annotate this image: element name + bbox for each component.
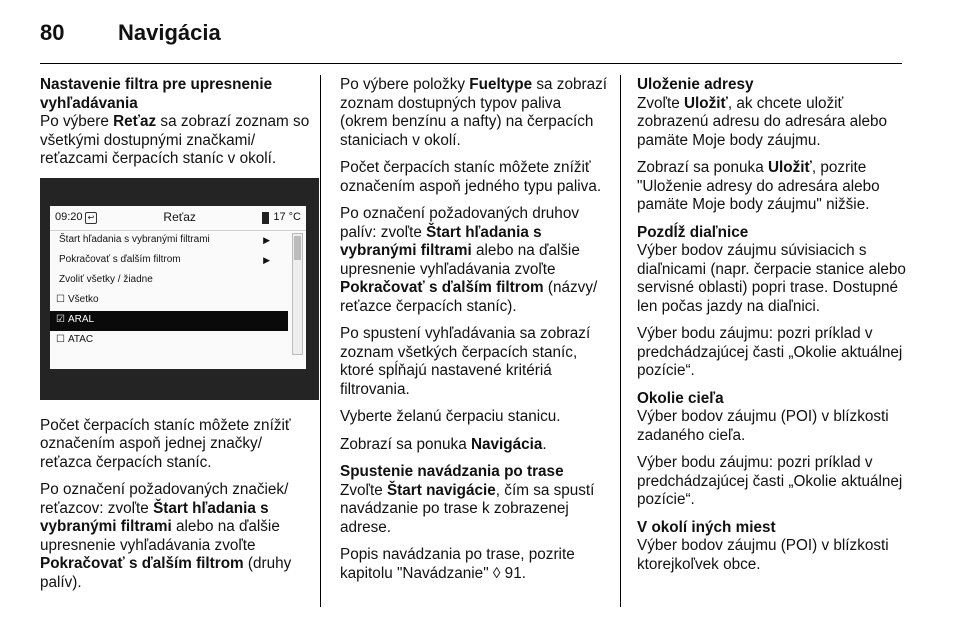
paragraph: Zvoľte Uložiť, ak chcete uložiť zobrazenú adresu do adresára alebo pamäte Moje body záujmu. bbox=[637, 94, 888, 149]
menu-item-label: ARAL bbox=[67, 314, 95, 326]
paragraph: Po spustení vyhľadávania sa zobrazí zoznam všetkých čerpacích staníc, ktoré spĺňajú nastavené kritériá filtrovania. bbox=[340, 325, 591, 398]
menu-item-label: Pokračovať s ďalším filtrom bbox=[59, 254, 181, 266]
section-heading: Okolie cieľa bbox=[637, 389, 724, 407]
paragraph: Výber bodov záujmu súvisiacich s diaľnicami (napr. čerpacie stanice alebo servisné oblasti) popri trase. Dostupné len počas jazdy na diaľnici. bbox=[637, 242, 906, 315]
column-3 bbox=[637, 76, 912, 583]
paragraph: Výber bodov záujmu (POI) v blízkosti zadaného cieľa. bbox=[637, 408, 889, 444]
paragraph: Zobrazí sa ponuka Uložiť, pozrite "Uloženie adresy do adresára alebo pamäte Moje body záujmu" nižšie. bbox=[637, 159, 880, 213]
menu-list bbox=[50, 231, 306, 351]
section-heading: Spustenie navádzania po trase bbox=[340, 463, 564, 480]
arrow-right-icon: ▶ bbox=[263, 235, 270, 246]
temperature: 17 °C bbox=[273, 211, 301, 224]
screen-title: Reťaz bbox=[163, 210, 196, 225]
paragraph: Po výbere položky Fueltype sa zobrazí zoznam dostupných typov paliva (okrem benzínu a nafty) na čerpacích staniciach v okolí. bbox=[340, 76, 607, 149]
paragraph: Výber bodov záujmu (POI) v blízkosti ktorejkoľvek obce. bbox=[637, 537, 889, 573]
clock: 09:20 bbox=[55, 211, 83, 224]
menu-item-label: Všetko bbox=[67, 294, 99, 306]
menu-item-label: Štart hľadania s vybranými filtrami bbox=[59, 234, 210, 246]
menu-item-label: Zvoliť všetky / žiadne bbox=[59, 274, 153, 286]
paragraph: Popis navádzania po trase, pozrite kapitolu "Navádzanie" ◊ 91. bbox=[340, 546, 575, 582]
menu-item bbox=[50, 231, 290, 251]
screenshot-figure bbox=[40, 178, 319, 400]
display-screen bbox=[50, 206, 306, 369]
checkbox-icon: ☐ bbox=[56, 334, 65, 346]
section-heading: Uloženie adresy bbox=[637, 76, 754, 93]
paragraph: Zobrazí sa ponuka Navigácia. bbox=[340, 435, 547, 453]
paragraph: Po výbere Reťaz sa zobrazí zoznam so všetkými dostupnými značkami/ reťazcami čerpacích staníc v okolí. bbox=[40, 113, 310, 167]
column-2 bbox=[340, 76, 612, 592]
phone-icon bbox=[262, 212, 269, 224]
menu-item-label: ATAC bbox=[67, 334, 94, 346]
menu-item bbox=[50, 251, 290, 271]
column-divider bbox=[320, 75, 321, 607]
paragraph: Počet čerpacích staníc môžete znížiť označením aspoň jednej značky/ reťazca čerpacích staníc. bbox=[40, 416, 291, 471]
section-heading: Nastavenie filtra pre upresnenie vyhľadávania bbox=[40, 76, 273, 112]
paragraph: Počet čerpacích staníc môžete znížiť označením aspoň jedného typu paliva. bbox=[340, 159, 602, 195]
menu-item bbox=[50, 331, 290, 351]
section-heading: Pozdĺž diaľnice bbox=[637, 223, 749, 241]
menu-item bbox=[50, 291, 290, 311]
checkbox-icon: ☐ bbox=[56, 294, 65, 306]
paragraph: Výber bodu záujmu: pozri príklad v predchádzajúcej časti „Okolie aktuálnej pozície“. bbox=[637, 454, 903, 508]
column-divider bbox=[620, 75, 621, 607]
back-icon: ↩ bbox=[85, 212, 97, 224]
menu-item-selected bbox=[50, 311, 288, 331]
checkbox-checked-icon: ☑ bbox=[56, 314, 65, 326]
page-title: Navigácia bbox=[118, 20, 221, 45]
page-number: 80 bbox=[40, 20, 65, 45]
paragraph: Zvoľte Štart navigácie, čím sa spustí navádzanie po trase k zobrazenej adrese. bbox=[340, 481, 595, 536]
column-1 bbox=[40, 76, 312, 601]
scrollbar bbox=[292, 233, 303, 355]
section-heading: V okolí iných miest bbox=[637, 518, 776, 536]
arrow-right-icon: ▶ bbox=[263, 255, 270, 266]
header-rule bbox=[40, 63, 902, 64]
paragraph: Po označení požadovaných druhov palív: zvoľte Štart hľadania s vybranými filtrami alebo na ďalšie upresnenie vyhľadávania zvoľte Pokračovať s ďalším filtrom (názvy/ reťazce čerpacích staníc). bbox=[340, 205, 598, 315]
menu-item bbox=[50, 271, 290, 291]
paragraph: Vyberte želanú čerpaciu stanicu. bbox=[340, 408, 561, 425]
paragraph: Výber bodu záujmu: pozri príklad v predchádzajúcej časti „Okolie aktuálnej pozície“. bbox=[637, 325, 903, 379]
paragraph: Po označení požadovaných značiek/ reťazcov: zvoľte Štart hľadania s vybranými filtrami alebo na ďalšie upresnenie vyhľadávania zvoľte Pokračovať s ďalším filtrom (druhy palív). bbox=[40, 481, 292, 591]
screen-status-bar bbox=[50, 206, 306, 231]
